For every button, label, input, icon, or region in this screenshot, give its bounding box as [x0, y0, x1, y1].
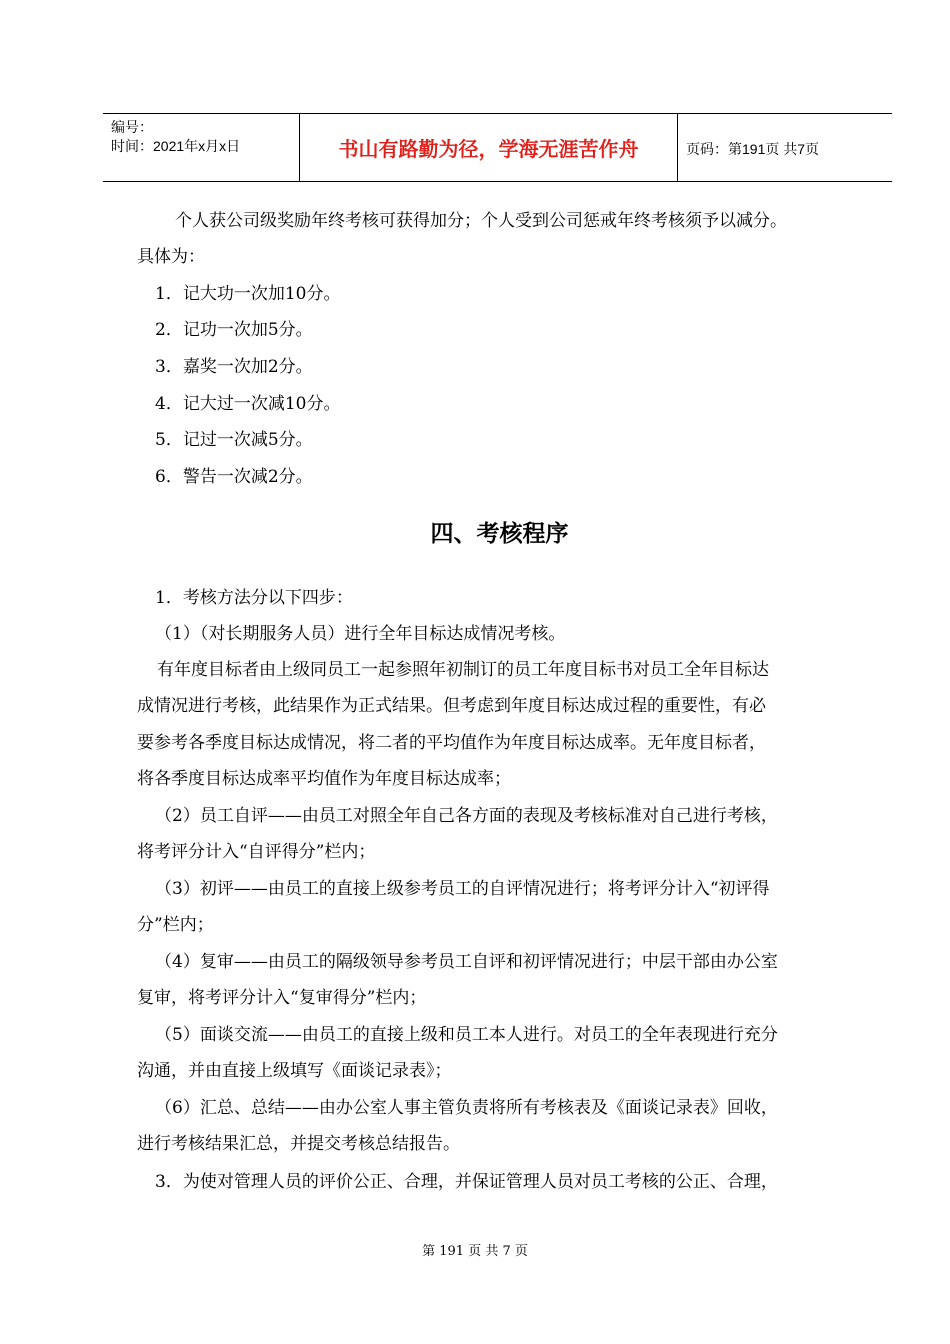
- paragraph-line: 分”栏内；: [137, 915, 214, 935]
- paragraph-line: 进行考核结果汇总，并提交考核总结报告。: [137, 1134, 460, 1154]
- paragraph-line: 个人获公司级奖励年终考核可获得加分；个人受到公司惩戒年终考核须予以减分。: [175, 211, 787, 231]
- page-footer: 第 191 页 共 7 页: [422, 1244, 528, 1259]
- document-date: 时间：2021年x月x日: [111, 138, 241, 154]
- paragraph-line: （4）复审——由员工的隔级领导参考员工自评和初评情况进行；中层干部由办公室: [155, 952, 778, 972]
- paragraph-line: 要参考各季度目标达成情况，将二者的平均值作为年度目标达成率。无年度目标者，: [137, 733, 766, 753]
- list-item: 3．嘉奖一次加2分。: [155, 357, 313, 377]
- paragraph-line: 具体为：: [137, 247, 205, 267]
- paragraph-line: （1）（对长期服务人员）进行全年目标达成情况考核。: [155, 624, 566, 644]
- page-header: [103, 113, 892, 182]
- paragraph-line: 将各季度目标达成率平均值作为年度目标达成率；: [137, 769, 511, 789]
- list-item: 1．记大功一次加10分。: [155, 284, 341, 304]
- paragraph-line: 复审，将考评分计入“复审得分”栏内；: [137, 988, 427, 1008]
- paragraph-line: 有年度目标者由上级同员工一起参照年初制订的员工年度目标书对员工全年目标达: [157, 660, 769, 680]
- paragraph-line: 成情况进行考核，此结果作为正式结果。但考虑到年度目标达成过程的重要性，有必: [137, 696, 766, 716]
- document-number-label: 编号：: [111, 119, 153, 135]
- header-meta-cell: [103, 114, 300, 181]
- section-title: 四、考核程序: [430, 520, 569, 547]
- paragraph-line: （6）汇总、总结——由办公室人事主管负责将所有考核表及《面谈记录表》回收，: [155, 1098, 778, 1118]
- paragraph-line: 将考评分计入“自评得分”栏内；: [137, 842, 376, 862]
- paragraph-line: 3．为使对管理人员的评价公正、合理，并保证管理人员对员工考核的公正、合理，: [155, 1172, 778, 1192]
- header-page-cell: [678, 114, 892, 181]
- header-page-info: 页码：第191页 共7页: [686, 141, 820, 157]
- list-item: 6．警告一次减2分。: [155, 467, 313, 487]
- paragraph-line: （3）初评——由员工的直接上级参考员工的自评情况进行；将考评分计入“初评得: [155, 879, 770, 899]
- paragraph-line: 1．考核方法分以下四步：: [155, 588, 353, 608]
- list-item: 5．记过一次减5分。: [155, 430, 313, 450]
- list-item: 2．记功一次加5分。: [155, 320, 313, 340]
- header-motto: 书山有路勤为径，学海无涯苦作舟: [338, 137, 639, 161]
- paragraph-line: （2）员工自评——由员工对照全年自己各方面的表现及考核标准对自己进行考核，: [155, 806, 778, 826]
- paragraph-line: 沟通，并由直接上级填写《面谈记录表》；: [137, 1061, 452, 1081]
- header-motto-cell: [300, 114, 678, 181]
- list-item: 4．记大过一次减10分。: [155, 394, 341, 414]
- paragraph-line: （5）面谈交流——由员工的直接上级和员工本人进行。对员工的全年表现进行充分: [155, 1025, 778, 1045]
